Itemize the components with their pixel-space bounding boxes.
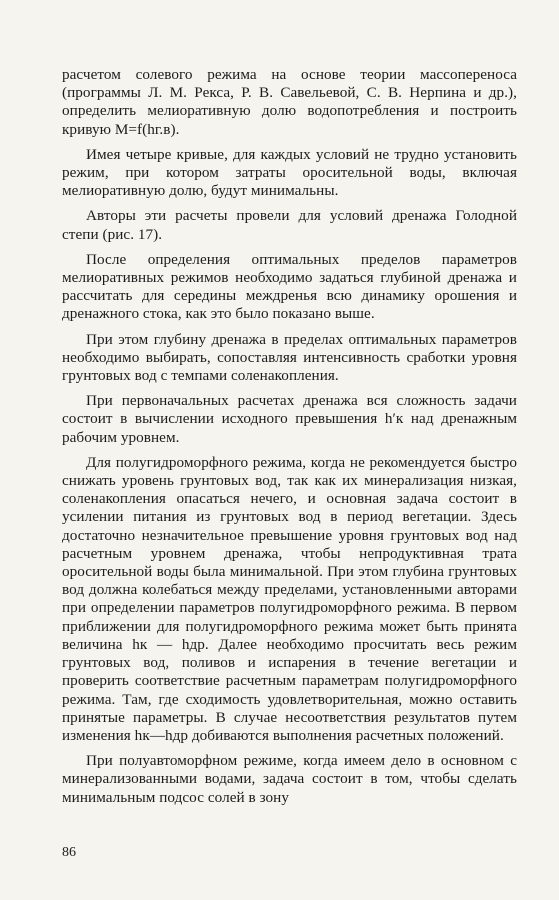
paragraph: Для полугидроморфного режима, когда не рекомендуется быстро снижать уровень грунтовых вод, так как их минерализация низкая, соленакопления опасаться нечего, и основная задача состоит в усилении питания из грунтовых вод в период вегетации. Здесь достаточно незначительное превышение уровня грунтовых вод над расчетным уровнем дренажа, чтобы непродуктивная трата оросительной воды была минимальной. При этом глубина грунтовых вод должна колебаться между пределами, установленными авторами при определении параметров полугидроморфного режима. В первом приближении для полугидроморфного режима может быть принята величина hк — hдр. Далее необходимо просчитать весь режим грунтовых вод, поливов и испарения в течение вегетации и проверить соответствие расчетным параметрам полугидроморфного режима. Там, где сходимость удовлетворительная, можно оставить принятые параметры. В случае несоответствия результатов путем изменения hк—hдр добиваются выполнения расчетных положений.	[62, 453, 517, 744]
paragraph: При первоначальных расчетах дренажа вся сложность задачи состоит в вычислении исходного превышения h′к над дренажным рабочим уровнем.	[62, 392, 517, 446]
page-number: 86	[62, 845, 76, 860]
paragraph: После определения оптимальных пределов параметров мелиоративных режимов необходимо задаться глубиной дренажа и рассчитать для середины междренья всю динамику орошения и дренажного стока, как это было показано выше.	[62, 250, 517, 323]
paragraph: При полуавтоморфном режиме, когда имеем дело в основном с минерализованными водами, задача состоит в том, чтобы сделать минимальным подсос солей в зону	[62, 752, 517, 806]
paragraph: Имея четыре кривые, для каждых условий не трудно установить режим, при котором затраты оросительной воды, включая мелиоративную долю, будут минимальны.	[62, 145, 517, 200]
paragraph: расчетом солевого режима на основе теории массопереноса (программы Л. М. Рекса, Р. В. Савельевой, С. В. Нерпина и др.), определить мелиоративную долю водопотребления и построить кривую M=f(hг.в).	[62, 66, 517, 138]
paragraph: Авторы эти расчеты провели для условий дренажа Голодной степи (рис. 17).	[62, 207, 517, 243]
paragraph: При этом глубину дренажа в пределах оптимальных параметров необходимо выбирать, сопоставляя интенсивность сработки уровня грунтовых вод с темпами соленакопления.	[62, 330, 517, 385]
page-body	[62, 66, 517, 814]
